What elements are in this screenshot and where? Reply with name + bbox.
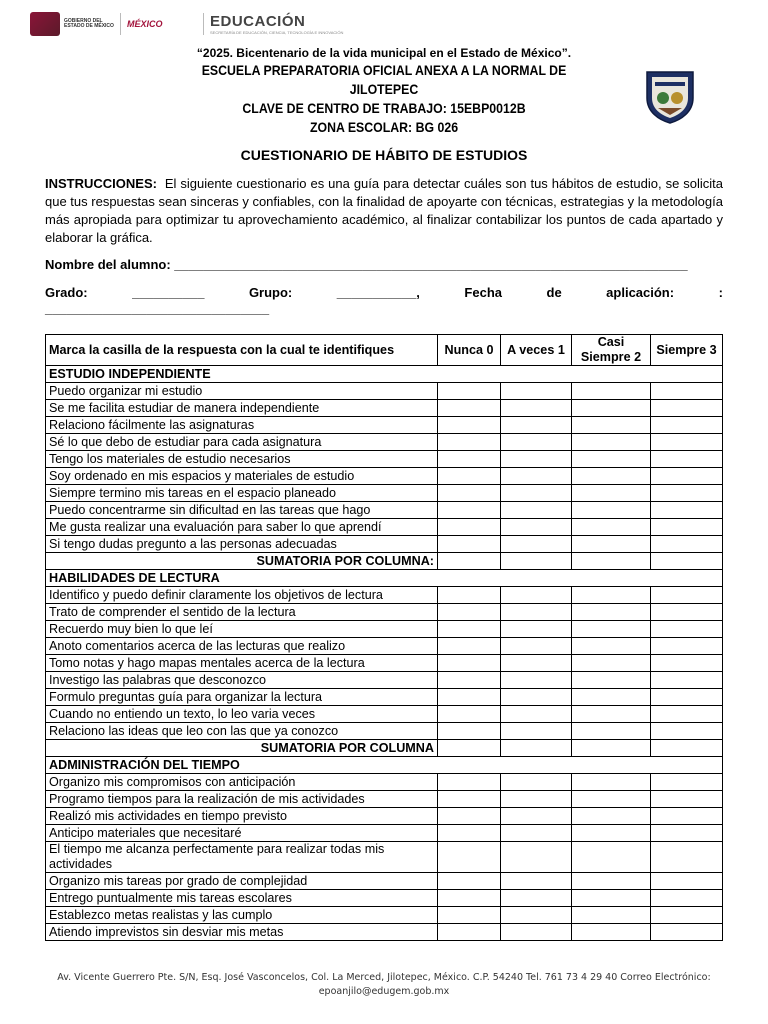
school-info bbox=[169, 61, 598, 137]
table-row bbox=[46, 672, 723, 689]
logo-divider bbox=[120, 13, 121, 35]
header-instructions: Marca la casilla de la respuesta con la cual te identifiques bbox=[46, 335, 438, 366]
table-row bbox=[46, 924, 723, 941]
answer-cell-a-veces[interactable] bbox=[501, 468, 572, 485]
sum-label: SUMATORIA POR COLUMNA bbox=[46, 740, 438, 757]
question-text: Me gusta realizar una evaluación para saber lo que aprendí bbox=[46, 519, 438, 536]
answer-cell-a-veces[interactable] bbox=[501, 536, 572, 553]
answer-cell-a-veces[interactable] bbox=[501, 706, 572, 723]
table-row bbox=[46, 808, 723, 825]
grupo-field[interactable]: ___________, bbox=[336, 285, 420, 300]
question-text: Siempre termino mis tareas en el espacio planeado bbox=[46, 485, 438, 502]
table-row bbox=[46, 723, 723, 740]
answer-cell-nunca[interactable] bbox=[438, 924, 501, 941]
header-casi-siempre: Casi Siempre 2 bbox=[572, 335, 651, 366]
answer-cell-a-veces[interactable] bbox=[501, 825, 572, 842]
fecha-label: Fecha bbox=[464, 285, 502, 300]
sum-cell-siempre[interactable] bbox=[651, 740, 723, 757]
question-text: Atiendo imprevistos sin desviar mis metas bbox=[46, 924, 438, 941]
question-text: Sé lo que debo de estudiar para cada asignatura bbox=[46, 434, 438, 451]
answer-cell-nunca[interactable] bbox=[438, 672, 501, 689]
answer-cell-casi-siempre[interactable] bbox=[572, 536, 651, 553]
student-name-field[interactable]: Nombre del alumno: _______________________________________________________________________ bbox=[45, 257, 688, 272]
question-text: Identifico y puedo definir claramente los objetivos de lectura bbox=[46, 587, 438, 604]
answer-cell-nunca[interactable] bbox=[438, 502, 501, 519]
school-name: ESCUELA PREPARATORIA OFICIAL ANEXA A LA NORMAL DE JILOTEPEC bbox=[201, 62, 567, 97]
aplicacion-label: aplicación: bbox=[606, 285, 675, 300]
table-row bbox=[46, 604, 723, 621]
sum-cell-casi-siempre[interactable] bbox=[572, 740, 651, 757]
answer-cell-a-veces[interactable] bbox=[501, 672, 572, 689]
school-clave: CLAVE DE CENTRO DE TRABAJO: 15EBP0012B bbox=[242, 100, 526, 116]
fecha-field[interactable]: _______________________________ bbox=[45, 301, 270, 316]
answer-cell-nunca[interactable] bbox=[438, 723, 501, 740]
grade-group-date-row bbox=[45, 285, 723, 300]
table-row bbox=[46, 774, 723, 791]
answer-cell-siempre[interactable] bbox=[651, 774, 723, 791]
question-text: Se me facilita estudiar de manera independiente bbox=[46, 400, 438, 417]
answer-cell-casi-siempre[interactable] bbox=[572, 808, 651, 825]
answer-cell-a-veces[interactable] bbox=[501, 890, 572, 907]
section-header-row bbox=[46, 570, 723, 587]
table-row bbox=[46, 890, 723, 907]
answer-cell-nunca[interactable] bbox=[438, 417, 501, 434]
answer-cell-casi-siempre[interactable] bbox=[572, 774, 651, 791]
table-row bbox=[46, 907, 723, 924]
answer-cell-casi-siempre[interactable] bbox=[572, 791, 651, 808]
answer-cell-casi-siempre[interactable] bbox=[572, 400, 651, 417]
answer-cell-siempre[interactable] bbox=[651, 825, 723, 842]
answer-cell-siempre[interactable] bbox=[651, 808, 723, 825]
section-title: ADMINISTRACIÓN DEL TIEMPO bbox=[46, 757, 723, 774]
educacion-title: EDUCACIÓN bbox=[210, 13, 306, 30]
answer-cell-casi-siempre[interactable] bbox=[572, 485, 651, 502]
instructions bbox=[45, 175, 723, 247]
answer-cell-a-veces[interactable] bbox=[501, 689, 572, 706]
sum-cell-a-veces[interactable] bbox=[501, 553, 572, 570]
question-text: Relaciono fácilmente las asignaturas bbox=[46, 417, 438, 434]
table-row bbox=[46, 842, 723, 873]
question-text: Puedo concentrarme sin dificultad en las tareas que hago bbox=[46, 502, 438, 519]
de-label: de bbox=[546, 285, 562, 300]
question-text: Entrego puntualmente mis tareas escolares bbox=[46, 890, 438, 907]
table-row bbox=[46, 655, 723, 672]
sum-cell-a-veces[interactable] bbox=[501, 740, 572, 757]
answer-cell-nunca[interactable] bbox=[438, 519, 501, 536]
school-shield-icon bbox=[643, 68, 697, 124]
answer-cell-casi-siempre[interactable] bbox=[572, 655, 651, 672]
school-zona: ZONA ESCOLAR: BG 026 bbox=[309, 119, 459, 135]
logo-divider bbox=[203, 13, 204, 35]
answer-cell-nunca[interactable] bbox=[438, 468, 501, 485]
answer-cell-a-veces[interactable] bbox=[501, 400, 572, 417]
table-row bbox=[46, 536, 723, 553]
answer-cell-casi-siempre[interactable] bbox=[572, 638, 651, 655]
answer-cell-siempre[interactable] bbox=[651, 655, 723, 672]
answer-cell-nunca[interactable] bbox=[438, 536, 501, 553]
answer-cell-casi-siempre[interactable] bbox=[572, 842, 651, 873]
answer-cell-a-veces[interactable] bbox=[501, 434, 572, 451]
footer-address: Av. Vicente Guerrero Pte. S/N, Esq. José Vasconcelos, Col. La Merced, Jilotepec, México. C.P. 54240 Tel. 761 73 4 29 40 Correo Electrónico: bbox=[57, 972, 711, 983]
mexico-logo: MÉXICO bbox=[127, 19, 163, 29]
answer-cell-nunca[interactable] bbox=[438, 587, 501, 604]
answer-cell-siempre[interactable] bbox=[651, 451, 723, 468]
grupo-label: Grupo: bbox=[248, 285, 293, 300]
table-row bbox=[46, 825, 723, 842]
table-row bbox=[46, 451, 723, 468]
bicentenario-motto: “2025. Bicentenario de la vida municipal en el Estado de México”. bbox=[196, 46, 572, 60]
answer-cell-nunca[interactable] bbox=[438, 808, 501, 825]
table-row bbox=[46, 791, 723, 808]
table-row bbox=[46, 502, 723, 519]
answer-cell-a-veces[interactable] bbox=[501, 842, 572, 873]
answer-cell-casi-siempre[interactable] bbox=[572, 468, 651, 485]
answer-cell-casi-siempre[interactable] bbox=[572, 890, 651, 907]
answer-cell-nunca[interactable] bbox=[438, 604, 501, 621]
answer-cell-siempre[interactable] bbox=[651, 587, 723, 604]
answer-cell-casi-siempre[interactable] bbox=[572, 519, 651, 536]
question-text: Puedo organizar mi estudio bbox=[46, 383, 438, 400]
question-text: Realizó mis actividades en tiempo previsto bbox=[46, 808, 438, 825]
answer-cell-siempre[interactable] bbox=[651, 621, 723, 638]
answer-cell-a-veces[interactable] bbox=[501, 485, 572, 502]
answer-cell-siempre[interactable] bbox=[651, 434, 723, 451]
sum-cell-casi-siempre[interactable] bbox=[572, 553, 651, 570]
table-row bbox=[46, 621, 723, 638]
answer-cell-casi-siempre[interactable] bbox=[572, 706, 651, 723]
answer-cell-siempre[interactable] bbox=[651, 638, 723, 655]
section-title: HABILIDADES DE LECTURA bbox=[46, 570, 723, 587]
table-row bbox=[46, 434, 723, 451]
answer-cell-nunca[interactable] bbox=[438, 825, 501, 842]
answer-cell-a-veces[interactable] bbox=[501, 774, 572, 791]
table-row bbox=[46, 587, 723, 604]
grado-label: Grado: bbox=[45, 285, 88, 300]
section-header-row bbox=[46, 366, 723, 383]
answer-cell-a-veces[interactable] bbox=[501, 655, 572, 672]
answer-cell-a-veces[interactable] bbox=[501, 924, 572, 941]
question-text: Organizo mis compromisos con anticipación bbox=[46, 774, 438, 791]
answer-cell-nunca[interactable] bbox=[438, 434, 501, 451]
answer-cell-nunca[interactable] bbox=[438, 774, 501, 791]
question-text: Formulo preguntas guía para organizar la lectura bbox=[46, 689, 438, 706]
answer-cell-nunca[interactable] bbox=[438, 842, 501, 873]
answer-cell-nunca[interactable] bbox=[438, 451, 501, 468]
table-row bbox=[46, 519, 723, 536]
answer-cell-a-veces[interactable] bbox=[501, 451, 572, 468]
answer-cell-nunca[interactable] bbox=[438, 791, 501, 808]
question-text: Anticipo materiales que necesitaré bbox=[46, 825, 438, 842]
answer-cell-siempre[interactable] bbox=[651, 519, 723, 536]
answer-cell-a-veces[interactable] bbox=[501, 907, 572, 924]
answer-cell-casi-siempre[interactable] bbox=[572, 434, 651, 451]
header-siempre: Siempre 3 bbox=[651, 335, 723, 366]
answer-cell-nunca[interactable] bbox=[438, 689, 501, 706]
sum-row bbox=[46, 740, 723, 757]
answer-cell-casi-siempre[interactable] bbox=[572, 723, 651, 740]
answer-cell-nunca[interactable] bbox=[438, 621, 501, 638]
colon-label: : bbox=[718, 285, 723, 300]
answer-cell-nunca[interactable] bbox=[438, 873, 501, 890]
instructions-label: INSTRUCCIONES: bbox=[45, 176, 157, 191]
answer-cell-siempre[interactable] bbox=[651, 924, 723, 941]
educacion-logo bbox=[210, 13, 343, 35]
question-text: Organizo mis tareas por grado de complejidad bbox=[46, 873, 438, 890]
answer-cell-siempre[interactable] bbox=[651, 689, 723, 706]
sum-cell-nunca[interactable] bbox=[438, 740, 501, 757]
answer-cell-a-veces[interactable] bbox=[501, 604, 572, 621]
answer-cell-casi-siempre[interactable] bbox=[572, 587, 651, 604]
answer-cell-a-veces[interactable] bbox=[501, 808, 572, 825]
questionnaire-title: CUESTIONARIO DE HÁBITO DE ESTUDIOS bbox=[240, 147, 528, 163]
answer-cell-a-veces[interactable] bbox=[501, 873, 572, 890]
question-text: Anoto comentarios acerca de las lecturas que realizo bbox=[46, 638, 438, 655]
header-logos bbox=[30, 10, 343, 38]
question-text: Recuerdo muy bien lo que leí bbox=[46, 621, 438, 638]
answer-cell-nunca[interactable] bbox=[438, 890, 501, 907]
gov-text: GOBIERNO DEL ESTADO DE MÉXICO bbox=[64, 18, 114, 29]
questionnaire-table bbox=[45, 334, 723, 941]
answer-cell-casi-siempre[interactable] bbox=[572, 873, 651, 890]
header-a-veces: A veces 1 bbox=[501, 335, 572, 366]
table-row bbox=[46, 873, 723, 890]
answer-cell-casi-siempre[interactable] bbox=[572, 451, 651, 468]
answer-cell-a-veces[interactable] bbox=[501, 791, 572, 808]
answer-cell-a-veces[interactable] bbox=[501, 417, 572, 434]
answer-cell-a-veces[interactable] bbox=[501, 638, 572, 655]
answer-cell-nunca[interactable] bbox=[438, 400, 501, 417]
answer-cell-siempre[interactable] bbox=[651, 468, 723, 485]
answer-cell-nunca[interactable] bbox=[438, 383, 501, 400]
sum-cell-siempre[interactable] bbox=[651, 553, 723, 570]
answer-cell-a-veces[interactable] bbox=[501, 587, 572, 604]
question-text: Relaciono las ideas que leo con las que ya conozco bbox=[46, 723, 438, 740]
answer-cell-a-veces[interactable] bbox=[501, 621, 572, 638]
answer-cell-siempre[interactable] bbox=[651, 706, 723, 723]
table-header-row bbox=[46, 335, 723, 366]
answer-cell-a-veces[interactable] bbox=[501, 502, 572, 519]
answer-cell-nunca[interactable] bbox=[438, 907, 501, 924]
footer bbox=[20, 971, 748, 999]
answer-cell-siempre[interactable] bbox=[651, 536, 723, 553]
sum-row bbox=[46, 553, 723, 570]
answer-cell-siempre[interactable] bbox=[651, 383, 723, 400]
answer-cell-a-veces[interactable] bbox=[501, 723, 572, 740]
question-text: Programo tiempos para la realización de mis actividades bbox=[46, 791, 438, 808]
question-text: Tomo notas y hago mapas mentales acerca de la lectura bbox=[46, 655, 438, 672]
answer-cell-casi-siempre[interactable] bbox=[572, 689, 651, 706]
question-text: Si tengo dudas pregunto a las personas adecuadas bbox=[46, 536, 438, 553]
answer-cell-siempre[interactable] bbox=[651, 672, 723, 689]
section-title: ESTUDIO INDEPENDIENTE bbox=[46, 366, 723, 383]
answer-cell-a-veces[interactable] bbox=[501, 383, 572, 400]
answer-cell-siempre[interactable] bbox=[651, 907, 723, 924]
table-row bbox=[46, 706, 723, 723]
answer-cell-casi-siempre[interactable] bbox=[572, 825, 651, 842]
question-text: Cuando no entiendo un texto, lo leo varia veces bbox=[46, 706, 438, 723]
header-nunca: Nunca 0 bbox=[438, 335, 501, 366]
question-text: El tiempo me alcanza perfectamente para realizar todas mis actividades bbox=[46, 842, 438, 873]
answer-cell-siempre[interactable] bbox=[651, 791, 723, 808]
answer-cell-siempre[interactable] bbox=[651, 842, 723, 873]
answer-cell-casi-siempre[interactable] bbox=[572, 383, 651, 400]
sum-cell-nunca[interactable] bbox=[438, 553, 501, 570]
answer-cell-siempre[interactable] bbox=[651, 604, 723, 621]
answer-cell-nunca[interactable] bbox=[438, 638, 501, 655]
answer-cell-siempre[interactable] bbox=[651, 417, 723, 434]
question-text: Establezco metas realistas y las cumplo bbox=[46, 907, 438, 924]
table-row bbox=[46, 400, 723, 417]
question-text: Soy ordenado en mis espacios y materiales de estudio bbox=[46, 468, 438, 485]
answer-cell-casi-siempre[interactable] bbox=[572, 672, 651, 689]
table-row bbox=[46, 689, 723, 706]
table-row bbox=[46, 468, 723, 485]
answer-cell-nunca[interactable] bbox=[438, 655, 501, 672]
answer-cell-casi-siempre[interactable] bbox=[572, 502, 651, 519]
answer-cell-casi-siempre[interactable] bbox=[572, 604, 651, 621]
state-seal-icon bbox=[30, 12, 60, 36]
footer-email: epoanjilo@edugem.gob.mx bbox=[318, 986, 450, 997]
answer-cell-casi-siempre[interactable] bbox=[572, 924, 651, 941]
answer-cell-siempre[interactable] bbox=[651, 723, 723, 740]
answer-cell-nunca[interactable] bbox=[438, 485, 501, 502]
grado-field[interactable]: __________ bbox=[132, 285, 205, 300]
answer-cell-casi-siempre[interactable] bbox=[572, 621, 651, 638]
answer-cell-siempre[interactable] bbox=[651, 890, 723, 907]
table-row bbox=[46, 417, 723, 434]
sum-label: SUMATORIA POR COLUMNA: bbox=[46, 553, 438, 570]
table-row bbox=[46, 485, 723, 502]
answer-cell-a-veces[interactable] bbox=[501, 519, 572, 536]
educacion-subtitle: SECRETARÍA DE EDUCACIÓN, CIENCIA, TECNOLOGÍA E INNOVACIÓN bbox=[210, 30, 344, 35]
answer-cell-siempre[interactable] bbox=[651, 400, 723, 417]
answer-cell-casi-siempre[interactable] bbox=[572, 417, 651, 434]
answer-cell-siempre[interactable] bbox=[651, 873, 723, 890]
answer-cell-siempre[interactable] bbox=[651, 502, 723, 519]
table-row bbox=[46, 383, 723, 400]
question-text: Tengo los materiales de estudio necesarios bbox=[46, 451, 438, 468]
section-header-row bbox=[46, 757, 723, 774]
answer-cell-nunca[interactable] bbox=[438, 706, 501, 723]
instructions-text: El siguiente cuestionario es una guía para detectar cuáles son tus hábitos de estudio, se solicita que tus respuestas sean sinceras y confiables, con la finalidad de apoyarte con técnicas, estrategias y la metodología más apropiada para optimizar tu aprovechamiento académico, al finalizar contabilizar los puntos de cada apartado y elaborar la gráfica. bbox=[45, 176, 723, 245]
question-text: Investigo las palabras que desconozco bbox=[46, 672, 438, 689]
question-text: Trato de comprender el sentido de la lectura bbox=[46, 604, 438, 621]
answer-cell-siempre[interactable] bbox=[651, 485, 723, 502]
answer-cell-casi-siempre[interactable] bbox=[572, 907, 651, 924]
table-row bbox=[46, 638, 723, 655]
